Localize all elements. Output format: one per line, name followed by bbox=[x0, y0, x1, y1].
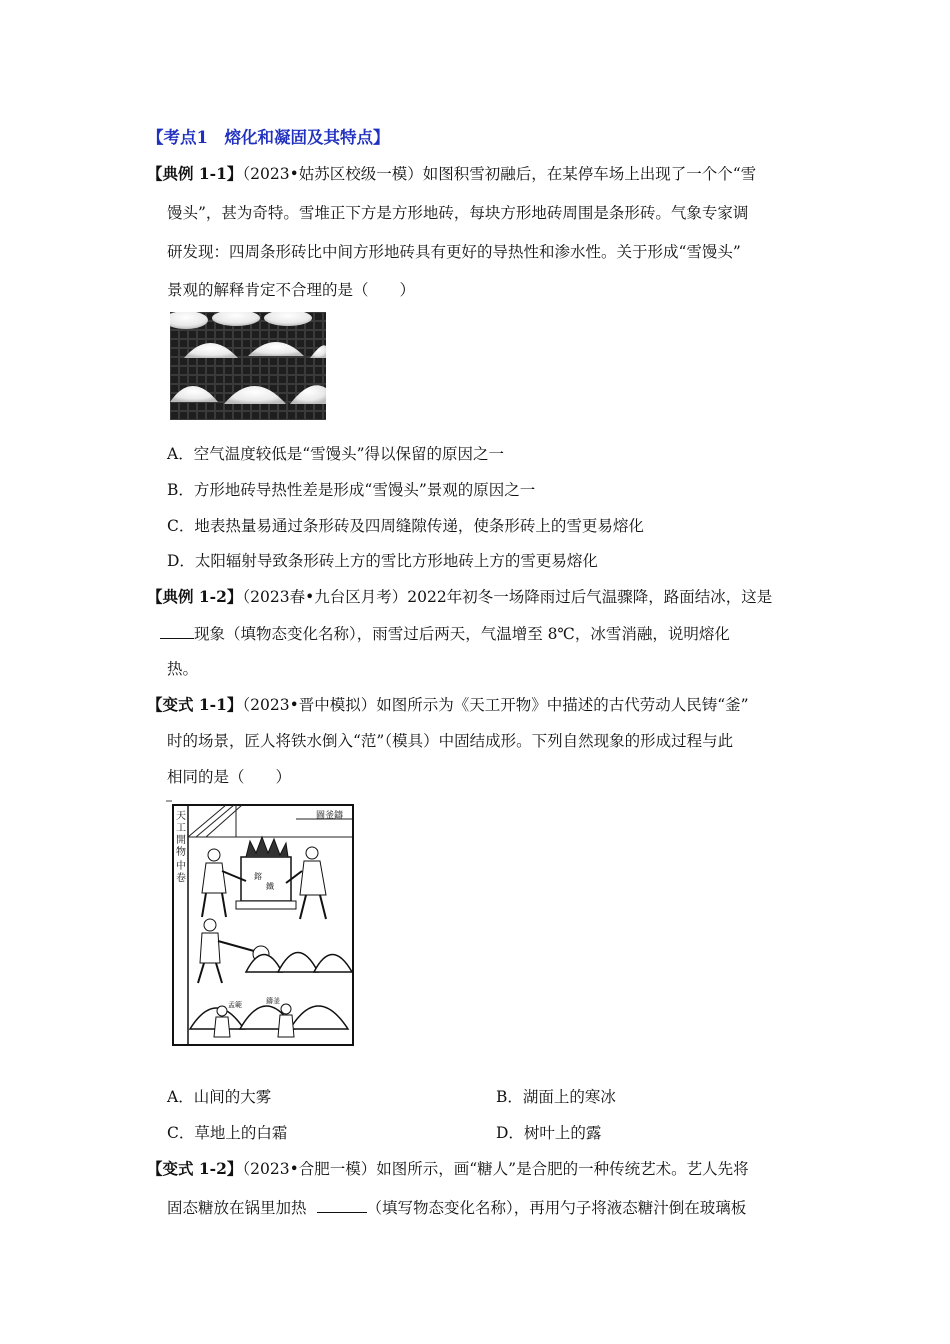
question-3-text-1: （2023•晋中模拟）如图所示为《天工开物》中描述的古代劳动人民铸“釜” bbox=[242, 696, 749, 714]
question-3-line-1 bbox=[147, 695, 749, 715]
question-4-line-2 bbox=[167, 1196, 746, 1218]
question-4-text-2b: （填写物态变化名称），再用勺子将液态糖汁倒在玻璃板 bbox=[366, 1199, 747, 1217]
question-3-option-a: A．山间的大雾 bbox=[167, 1088, 272, 1106]
question-1-line-3: 研发现：四周条形砖比中间方形地砖具有更好的导热性和渗水性。关于形成“雪馒头” bbox=[167, 243, 741, 261]
svg-text:鐵: 鐵 bbox=[266, 882, 274, 891]
answer-blank-2[interactable] bbox=[317, 1196, 367, 1213]
question-3-tag: 【变式 1-1】 bbox=[147, 695, 243, 714]
question-1-line-1 bbox=[147, 164, 756, 184]
question-3-line-3: 相同的是（ ） bbox=[167, 768, 292, 786]
question-2-tag: 【典例 1-2】 bbox=[147, 587, 243, 606]
question-2-text-2: 现象（填物态变化名称），雨雪过后两天，气温增至 8℃，冰雪消融，说明熔化 bbox=[194, 625, 730, 643]
question-1-option-d: D．太阳辐射导致条形砖上方的雪比方形地砖上方的雪更易熔化 bbox=[167, 552, 598, 570]
svg-text:鎔: 鎔 bbox=[254, 872, 262, 881]
answer-blank-1[interactable] bbox=[160, 622, 194, 639]
question-2-line-3: 热。 bbox=[167, 660, 199, 678]
svg-text:孟範: 孟範 bbox=[228, 1001, 242, 1009]
question-1-option-b: B．方形地砖导热性差是形成“雪馒头”景观的原因之一 bbox=[167, 481, 536, 499]
question-1-option-c: C．地表热量易通过条形砖及四周缝隙传递，使条形砖上的雪更易熔化 bbox=[167, 517, 644, 535]
question-1-text-1: （2023•姑苏区校级一模）如图积雪初融后，在某停车场上出现了一个个“雪 bbox=[242, 165, 757, 183]
question-4-line-1 bbox=[147, 1159, 749, 1179]
question-3-line-2: 时的场景，匠人将铁水倒入“范”（模具）中固结成形。下列自然现象的形成过程与此 bbox=[167, 732, 734, 750]
question-4-tag: 【变式 1-2】 bbox=[147, 1159, 243, 1178]
question-1-option-a: A．空气温度较低是“雪馒头”得以保留的原因之一 bbox=[167, 445, 505, 463]
tiangong-kaiwu-casting-illustration bbox=[166, 797, 356, 1049]
question-1-tag: 【典例 1-1】 bbox=[147, 164, 243, 183]
question-4-text-2a: 固态糖放在锅里加热 bbox=[167, 1199, 307, 1217]
question-3-option-c: C．草地上的白霜 bbox=[167, 1124, 288, 1142]
section-heading: 【考点1 熔化和凝固及其特点】 bbox=[147, 128, 390, 147]
question-2-line-2 bbox=[160, 622, 730, 644]
question-3-option-d: D．树叶上的露 bbox=[496, 1124, 602, 1142]
svg-text:鑄釜: 鑄釜 bbox=[266, 997, 280, 1005]
question-1-line-2: 馒头”，甚为奇特。雪堆正下方是方形地砖，每块方形地砖周围是条形砖。气象专家调 bbox=[167, 204, 749, 222]
snow-mantou-photo bbox=[170, 312, 326, 420]
question-2-line-1 bbox=[147, 587, 772, 607]
figure-top-text: 圖釜鑄 bbox=[316, 811, 344, 821]
question-2-text-1: （2023春•九台区月考）2022年初冬一场降雨过后气温骤降，路面结冰，这是 bbox=[242, 588, 773, 606]
question-1-line-4: 景观的解释肯定不合理的是（ ） bbox=[167, 281, 416, 299]
question-4-text-1: （2023•合肥一模）如图所示，画“糖人”是合肥的一种传统艺术。艺人先将 bbox=[242, 1160, 749, 1178]
question-3-option-b: B．湖面上的寒冰 bbox=[496, 1088, 616, 1106]
figure-side-text: 天工開物中卷 bbox=[176, 811, 186, 884]
